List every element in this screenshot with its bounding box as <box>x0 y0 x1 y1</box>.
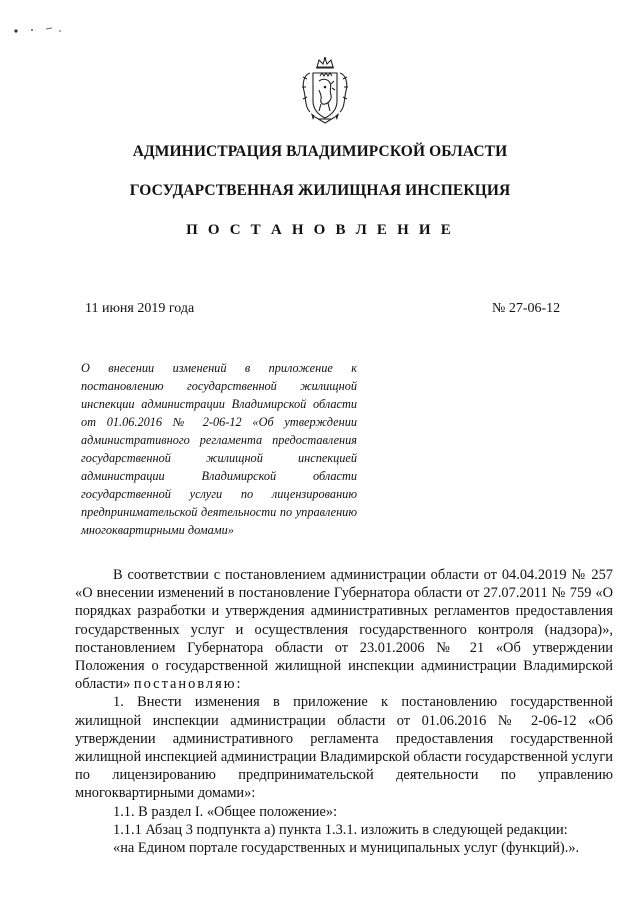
item-1-1-paragraph: 1.1. В раздел I. «Общее положение»: <box>113 803 338 820</box>
organization-title: АДМИНИСТРАЦИЯ ВЛАДИМИРСКОЙ ОБЛАСТИ <box>132 143 508 160</box>
item-1-paragraph: 1. Внести изменения в приложение к постановлению государственной жилищной инспекции администрации области от 01.06.2016 № 2-06-12 «Об утверждении административного регламента предоставления государственной жилищной инспекцией администрации Владимирской области государственной услуги по лицензированию предпринимательской деятельности по управлению многоквартирными домами»: <box>75 694 613 802</box>
scan-artifact-marks <box>12 22 72 36</box>
document-date: 11 июня 2019 года <box>85 301 195 316</box>
department-title: ГОСУДАРСТВЕННАЯ ЖИЛИЩНАЯ ИНСПЕКЦИЯ <box>129 182 511 199</box>
item-1-1-1-paragraph: 1.1.1 Абзац 3 подпункта а) пункта 1.3.1. изложить в следующей редакции: <box>113 821 568 838</box>
preamble-paragraph <box>75 566 613 693</box>
preamble-text: В соответствии с постановлением администрации области от 04.04.2019 № 257 «О внесении изменений в постановление Губернатора области от 27.07.2011 № 759 «О порядках разработки и утверждения административных регламентов предоставления государственных услуг и осуществления государственного контроля (надзора)», постановлением Губернатора области от 23.01.2006 № 21 «Об утверждении Положения о государственной жилищной инспекции администрации Владимирской области» <box>75 567 613 693</box>
document-subject: О внесении изменений в приложение к постановлению государственной жилищной инспекции администрации Владимирской области от 01.06.2016 № 2-06-12 «Об утверждении административного регламента предоставления государственной жилищной инспекцией администрации Владимирской области государственной услуги по лицензированию предпринимательской деятельности по управлению многоквартирными домами» <box>81 361 357 537</box>
document-body <box>75 566 613 857</box>
quoted-text-paragraph: «на Едином портале государственных и муниципальных услуг (функций).». <box>113 840 580 857</box>
decree-word: постановляю: <box>133 676 243 693</box>
document-type-title: П О С Т А Н О В Л Е Н И Е <box>186 222 454 238</box>
coat-of-arms-emblem <box>301 57 349 125</box>
document-number: № 27-06-12 <box>492 301 561 316</box>
